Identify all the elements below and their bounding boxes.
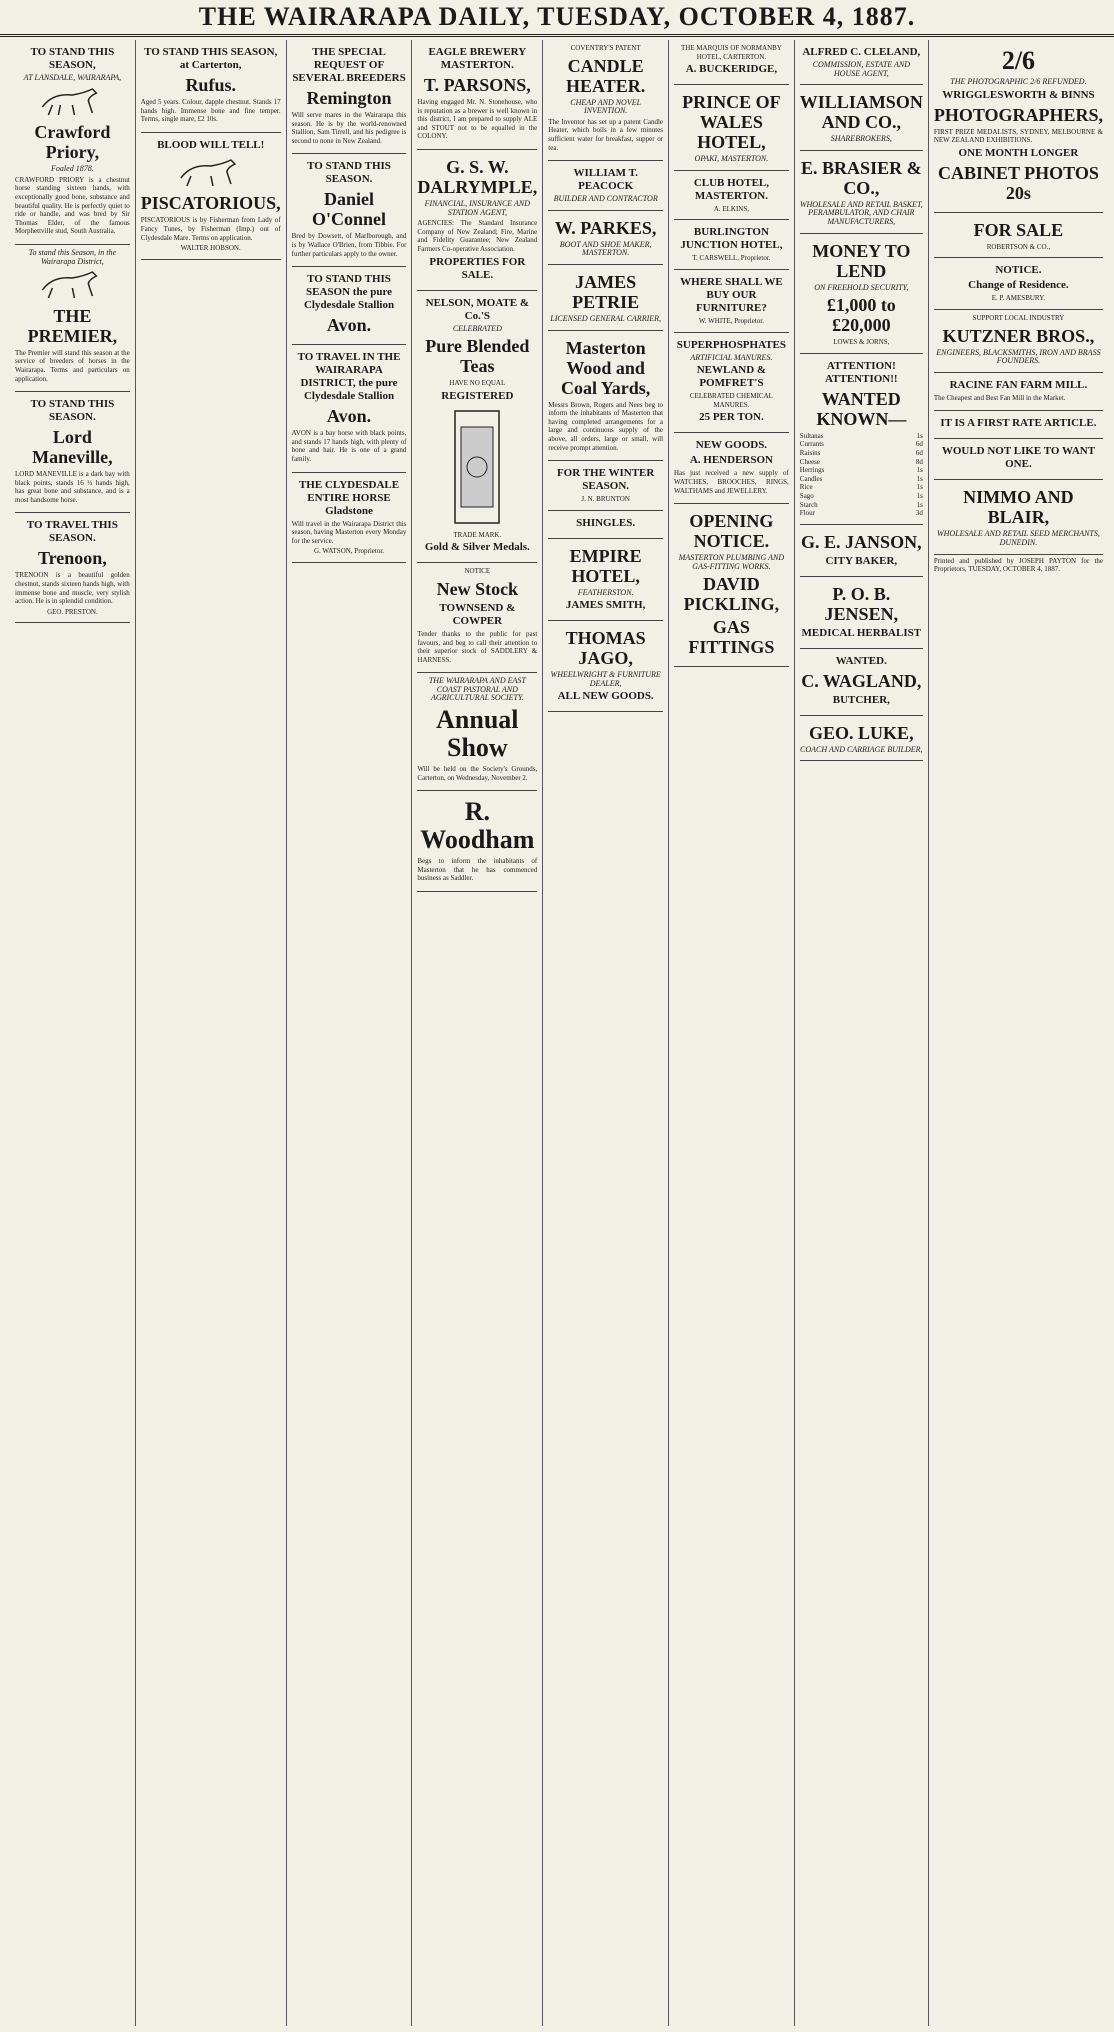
ad-title: To stand this Season, in the Wairarapa District, <box>28 247 117 266</box>
column-5 <box>543 40 669 2026</box>
signature: G. WATSON, Proprietor. <box>313 547 385 556</box>
horse-illustration <box>15 266 130 300</box>
ad-title: SUPERPHOSPHATES <box>676 338 787 351</box>
ad-nimmo-blair <box>934 480 1103 554</box>
ad-sub: BUILDER AND CONTRACTOR <box>553 194 658 204</box>
ad-jensen <box>800 577 923 649</box>
ad-body: PISCATORIOUS is by Fisherman from Lady of Fancy Tunes, by Fisherman (Imp.) out of Clydesdale Mare. Terms on application. <box>140 216 281 242</box>
horse-name: THE PREMIER, <box>27 305 118 346</box>
ad-title: THE CLYDESDALE ENTIRE HORSE Gladstone <box>298 478 400 517</box>
ad-name: BURLINGTON JUNCTION HOTEL, <box>680 226 783 252</box>
ad-name: WILLIAMSON AND CO., <box>799 92 923 133</box>
ad-title: IT IS A FIRST RATE ARTICLE. <box>940 417 1097 430</box>
ad-owner: JAMES SMITH, <box>565 599 646 612</box>
ad-for-sale <box>934 213 1103 259</box>
ad-opening-notice <box>674 504 789 667</box>
ad-townsend-cowper <box>417 563 537 673</box>
signature: ROBERTSON & CO., <box>986 242 1051 251</box>
ad-daniel-oconnel <box>292 154 407 267</box>
ad-body: Will serve mares in the Wairarapa this season. He is by the world-renowned Stallion, Sam Tirrell, and his pedigree is second to none in New Zealand. <box>291 111 407 145</box>
column-8 <box>929 40 1108 2026</box>
ad-title: PHOTOGRAPHERS, <box>933 104 1104 125</box>
ad-title: THE SPECIAL REQUEST OF SEVERAL BREEDERS <box>292 46 406 84</box>
ad-foot: CABINET PHOTOS 20s <box>937 162 1099 203</box>
ad-body: Bred by Dowsett, of Marlborough, and is by Wallace O'Brien, from Tibbie. For further particulars apply to the owner. <box>291 232 407 258</box>
ad-name: E. BRASIER & CO., <box>801 157 922 198</box>
column-7 <box>795 40 929 2026</box>
ad-title: OPENING NOTICE. <box>689 511 774 552</box>
ad-brasier <box>800 151 923 234</box>
signature: WALTER HOBSON. <box>180 244 241 253</box>
ad-name: G. S. W. DALRYMPLE, <box>417 156 538 197</box>
ad-trenoon <box>15 513 130 623</box>
ad-note: ONE MONTH LONGER <box>958 146 1079 159</box>
ad-name: Masterton Wood and Coal Yards, <box>560 337 651 398</box>
ad-title: THE MARQUIS OF NORMANBY HOTEL, CARTERTON. <box>680 44 782 61</box>
ad-gladstone <box>292 473 407 563</box>
ad-title: TO TRAVEL IN THE WAIRARAPA DISTRICT, the pure Clydesdale Stallion <box>297 351 401 403</box>
ad-sub: COACH AND CARRIAGE BUILDER, <box>800 744 923 754</box>
ad-name: R. Woodham <box>420 797 535 855</box>
ad-name: PRINCE OF WALES HOTEL, <box>682 92 781 153</box>
ad-furniture <box>674 270 789 333</box>
ad-candle-heater <box>548 40 663 161</box>
price-row: Sultanas 1s <box>799 431 923 440</box>
ad-nelson-moate-teas <box>417 291 537 564</box>
ad-title: RACINE FAN FARM MILL. <box>949 378 1088 391</box>
ad-name: GEO. LUKE, <box>809 722 914 743</box>
ad-name: A. BUCKERIDGE, <box>685 63 778 76</box>
signature: LOWES & JORNS, <box>833 338 890 347</box>
ad-parkes <box>548 211 663 265</box>
signature: GEO. PRESTON. <box>47 607 98 616</box>
column-2 <box>136 40 287 2026</box>
price-row: Herrings 1s <box>799 466 923 475</box>
ad-body: Begs to inform the inhabitants of Masterton that he has commenced business as Saddler. <box>417 857 538 883</box>
ad-place: AT LANSDALE, WAIRARAPA, <box>23 73 122 82</box>
ad-sub: ENGINEERS, BLACKSMITHS, IRON AND BRASS FOUNDERS. <box>936 347 1101 366</box>
ad-product: CANDLE HEATER. <box>566 55 646 96</box>
ad-club-hotel <box>674 171 789 221</box>
ad-brunton <box>548 461 663 511</box>
ad-body: Aged 5 years. Colour, dapple chestnut. Stands 17 hands high. Immense bone and fine temper. Terms, single mare, £2 10s. <box>140 98 281 124</box>
ad-jago <box>548 621 663 712</box>
ad-sub: OPAKI, MASTERTON. <box>694 154 769 164</box>
ad-reg: REGISTERED <box>441 389 514 402</box>
horse-name: Avon. <box>326 315 372 336</box>
ad-title: SUPPORT LOCAL INDUSTRY <box>972 313 1065 322</box>
ad-title: TO STAND THIS SEASON, at Carterton, <box>144 46 278 71</box>
ad-sub: BOOT AND SHOE MAKER, MASTERTON. <box>559 239 652 258</box>
ad-peacock <box>548 161 663 211</box>
ad-sub: CHEAP AND NOVEL INVENTION. <box>570 97 642 116</box>
ad-name: KUTZNER BROS., <box>942 325 1095 346</box>
ad-racine <box>934 373 1103 412</box>
ad-product: Pure Blended Teas <box>425 336 530 377</box>
ad-title: FOR SALE <box>973 219 1064 240</box>
ad-burlington <box>674 220 789 270</box>
ad-woodham <box>417 791 537 892</box>
ad-name: EMPIRE HOTEL, <box>569 545 642 586</box>
ad-crawford-priory <box>15 40 130 245</box>
horse-illustration <box>141 154 281 188</box>
ad-title: NOTICE <box>464 567 491 576</box>
ad-body: The Cheapest and Best Fan Mill in the Market. <box>933 393 1066 402</box>
ad-title: NELSON, MOATE & Co.'S <box>425 296 530 322</box>
ad-amount: £1,000 to £20,000 <box>826 295 896 336</box>
ad-sub: BUTCHER, <box>832 693 890 706</box>
ad-kutzner <box>934 310 1103 373</box>
horse-illustration <box>15 83 130 117</box>
ad-title: NEW GOODS. <box>695 439 768 452</box>
ad-name: A. HENDERSON <box>689 454 773 467</box>
ad-name: T. PARSONS, <box>423 75 531 95</box>
horse-name: Remington <box>306 88 392 108</box>
ad-sub: SHAREBROKERS, <box>830 134 892 144</box>
ad-sub: WHOLESALE AND RETAIL SEED MERCHANTS, DUNEDIN. <box>936 529 1100 547</box>
price-row: Candles 1s <box>799 474 923 483</box>
horse-name: Lord Maneville, <box>32 427 113 468</box>
masthead: THE WAIRARAPA DAILY, TUESDAY, OCTOBER 4, 1887. <box>0 0 1114 37</box>
ad-sub: CELEBRATED <box>452 323 502 333</box>
ad-sub: CITY BAKER, <box>825 554 898 567</box>
ad-body: The Premier will stand this season at the service of breeders of horses in the Wairarapa. Terms and particulars on application. <box>15 348 130 383</box>
price-row: Currants 6d <box>799 440 923 449</box>
ad-foot: ALL NEW GOODS. <box>557 690 654 703</box>
ad-name: DAVID PICKLING, <box>683 574 780 615</box>
ad-body: Having engaged Mr. N. Stonehouse, who is reputation as a brewer is well known in this district, I am prepared to supply ALE and STOUT not to be equalled in the COLONY. <box>417 98 538 141</box>
ad-sub: WHEELWRIGHT & FURNITURE DEALER, <box>550 670 661 688</box>
ad-rufus <box>141 40 281 133</box>
ad-sub: FINANCIAL, INSURANCE AND STATION AGENT, <box>424 198 531 217</box>
ad-wood-coal-yards <box>548 331 663 462</box>
ad-firm: NIMMO AND BLAIR, <box>963 487 1074 528</box>
imprint: Printed and published by JOSEPH PAYTON for the Proprietors, TUESDAY, OCTOBER 4, 1887. <box>933 556 1104 574</box>
ad-sub: THE PHOTOGRAPHIC 2/6 REFUNDED. <box>950 77 1087 86</box>
ad-title: TO TRAVEL THIS SEASON. <box>26 519 118 545</box>
ad-eagle-brewery <box>417 40 537 150</box>
ad-foot: GAS FITTINGS <box>688 617 775 658</box>
ad-title: COVENTRY'S PATENT <box>570 44 641 52</box>
ad-sub: MASTERTON PLUMBING AND GAS-FITTING WORKS. <box>678 553 785 571</box>
ad-name: ALFRED C. CLELAND, <box>802 46 921 58</box>
ad-piscatorious <box>141 133 281 260</box>
ad-body: Will be held on the Society's Grounds, Carterton, on Wednesday, November 2. <box>417 765 538 782</box>
signature: W. WHITE, Proprietor. <box>698 316 764 325</box>
tea-packet-illustration <box>417 407 537 527</box>
ad-product: New Stock <box>436 578 519 599</box>
ad-title: FOR THE WINTER SEASON. <box>556 467 655 493</box>
ad-prince-of-wales <box>674 85 789 171</box>
price-row: Sago 1s <box>799 491 923 500</box>
ad-body: CRAWFORD PRIORY is a chestnut horse standing sixteen hands, with exceptionally good bone, substance and beautiful quality. He is perfectly quiet to ride or handle, and was bred by Sir Thomas Elder, of the famous Morphettville stud, South Australia. <box>15 175 130 236</box>
ad-first-rate <box>934 411 1103 439</box>
ad-photographers <box>934 40 1103 213</box>
ad-firm: TOWNSEND & COWPER <box>439 601 516 627</box>
ad-award: Gold & Silver Medals. <box>424 541 530 554</box>
ad-luke <box>800 716 923 762</box>
ad-title: ATTENTION! ATTENTION!! <box>825 359 898 385</box>
ad-name: JAMES PETRIE <box>572 271 640 312</box>
ad-wagland <box>800 649 923 716</box>
price-row: Raisins 6d <box>799 448 923 457</box>
ad-manures <box>674 333 789 434</box>
ad-body: CELEBRATED CHEMICAL MANURES. <box>689 392 773 409</box>
ad-sub: WHOLESALE AND RETAIL BASKET, PERAMBULATOR, AND CHAIR MANUFACTURERS, <box>799 199 923 226</box>
ad-would-not <box>934 439 1103 480</box>
ad-marquis-normanby <box>674 40 789 85</box>
price-list <box>800 432 923 518</box>
ad-title: TO STAND THIS SEASON. <box>307 160 391 186</box>
ad-title: THE WAIRARAPA AND EAST COAST PASTORAL AND AGRICULTURAL SOCIETY. <box>428 676 526 703</box>
price-row: Flour 3d <box>799 509 923 518</box>
ad-sub: Change of Residence. <box>968 279 1069 292</box>
ad-body: LORD MANEVILLE is a dark bay with black points, stands 16 ½ hands high, has great bone and substance, and is a most handsome horse. <box>15 470 130 504</box>
ad-body: AVON is a bay horse with black points, and stands 17 hands high, with plenty of bone and hair. He is one of a grand family. <box>291 429 407 463</box>
horse-name: Rufus. <box>185 75 236 95</box>
ad-props: PROPERTIES FOR SALE. <box>429 255 526 281</box>
ad-title: NOTICE. <box>995 264 1042 277</box>
ad-sub: LICENSED GENERAL CARRIER, <box>550 313 662 323</box>
signature: E. P. AMESBURY. <box>991 294 1046 303</box>
column-1 <box>10 40 136 2026</box>
ad-sub: ARTIFICIAL MANURES. <box>690 352 773 362</box>
price-row: Starch 1s <box>799 500 923 509</box>
column-6 <box>669 40 795 2026</box>
ad-empire-hotel <box>548 539 663 622</box>
ad-janson <box>800 525 923 577</box>
ad-body: FIRST PRIZE MEDALISTS, SYDNEY, MELBOURNE & NEW ZEALAND EXHIBITIONS. <box>933 127 1104 145</box>
ad-title: EAGLE BREWERY MASTERTON. <box>428 46 527 71</box>
ad-premier <box>15 245 130 392</box>
ad-sub: WANTED KNOWN— <box>816 388 907 429</box>
ad-name: J. N. BRUNTON <box>581 495 630 504</box>
horse-name: Crawford Priory, <box>34 122 111 163</box>
ad-sub: FEATHERSTON. <box>577 587 634 597</box>
ad-annual-show <box>417 673 537 791</box>
ad-title: WANTED. <box>835 654 887 667</box>
ad-price: 2/6 <box>1001 46 1036 75</box>
ad-body: The Inventor has set up a patent Candle Heater, which boils in a few minutes sufficient water for breakfast, supper or tea. <box>548 117 664 152</box>
ad-title: TO STAND THIS SEASON, <box>30 46 115 71</box>
ad-sub: COMMISSION, ESTATE AND HOUSE AGENT, <box>812 60 911 78</box>
column-3 <box>287 40 413 2026</box>
column-4 <box>412 40 543 2026</box>
signature: A. ELKINS, <box>713 204 750 213</box>
horse-name: Daniel O'Connel <box>312 189 387 230</box>
ad-name: CLUB HOTEL, MASTERTON. <box>693 176 769 202</box>
ad-sub: ON FREEHOLD SECURITY, <box>814 282 909 292</box>
ad-petrie <box>548 265 663 331</box>
ad-dalrymple <box>417 150 537 291</box>
ad-body: TRENOON is a beautiful golden chestnut, stands sixteen hands high, with immense bone and muscle, very stylish action. He is in splendid condition. <box>15 571 130 606</box>
ad-title: SHINGLES. <box>576 516 636 529</box>
ad-williamson <box>800 85 923 151</box>
ad-body: Tender thanks to the public for past favours, and beg to call their attention to their superior stock of SADDLERY & HARNESS. <box>417 629 538 664</box>
columns <box>10 40 1108 2026</box>
ad-name: G. E. JANSON, <box>801 531 922 552</box>
ad-henderson <box>674 433 789 504</box>
ad-lord-maneville <box>15 392 130 513</box>
ad-name: P. O. B. JENSEN, <box>824 583 899 624</box>
ad-firm: NEWLAND & POMFRET'S <box>696 364 767 390</box>
ad-title: BLOOD WILL TELL! <box>157 138 265 151</box>
ad-body: Will travel in the Wairarapa District this season, having Masterton every Monday for the service. <box>291 519 407 545</box>
ad-body: Messrs Brown, Rogers and Nees beg to inform the inhabitants of Masterton that having completed arrangements for a large and continuous supply of the above, all orders, large or small, will receive prompt attention. <box>548 400 664 452</box>
ad-sub: MEDICAL HERBALIST <box>801 626 922 639</box>
horse-name: Trenoon, <box>37 548 107 569</box>
ad-avon-2 <box>292 345 407 472</box>
ad-note: HAVE NO EQUAL <box>449 379 506 388</box>
signature: T. CARSWELL, Proprietor. <box>692 254 771 263</box>
ad-remington <box>292 40 407 154</box>
ad-product: Annual Show <box>436 705 519 763</box>
ad-name: THOMAS JAGO, <box>565 628 646 669</box>
foaled: Foaled 1878. <box>51 164 94 174</box>
ad-name: C. WAGLAND, <box>801 670 922 691</box>
ad-trademark: TRADE MARK. <box>453 530 502 539</box>
ad-change-residence <box>934 258 1103 310</box>
ad-cleland <box>800 40 923 85</box>
ad-price: 25 PER TON. <box>699 411 764 424</box>
ad-body: AGENCIES: The Standard Insurance Company of New Zealand; Fire, Marine and Fidelity Guarantee; New Zealand Farmers Co-operative Association. <box>417 219 538 253</box>
ad-attention <box>800 354 923 525</box>
ad-shingles <box>548 511 663 539</box>
ad-title: MONEY TO LEND <box>812 240 911 281</box>
ad-title: TO STAND THIS SEASON. <box>30 398 115 424</box>
ad-name: W. PARKES, <box>554 217 657 238</box>
price-row: Rice 1s <box>799 483 923 492</box>
ad-title: WOULD NOT LIKE TO WANT ONE. <box>941 445 1096 471</box>
ad-title: WHERE SHALL WE BUY OUR FURNITURE? <box>680 275 783 314</box>
ad-firm: WRIGGLESWORTH & BINNS <box>942 88 1095 101</box>
horse-name: PISCATORIOUS, <box>140 193 281 214</box>
ad-title: TO STAND THIS SEASON the pure Clydesdale Stallion <box>303 273 395 312</box>
ad-body: Has just received a new supply of WATCHES, BROOCHES, RINGS, WALTHAMS and JEWELLERY. <box>674 469 789 495</box>
horse-name: Avon. <box>326 406 372 427</box>
ad-name: WILLIAM T. PEACOCK <box>573 167 638 193</box>
ad-money-to-lend <box>800 234 923 354</box>
price-row: Cheese 8d <box>799 457 923 466</box>
ad-avon-1 <box>292 267 407 345</box>
